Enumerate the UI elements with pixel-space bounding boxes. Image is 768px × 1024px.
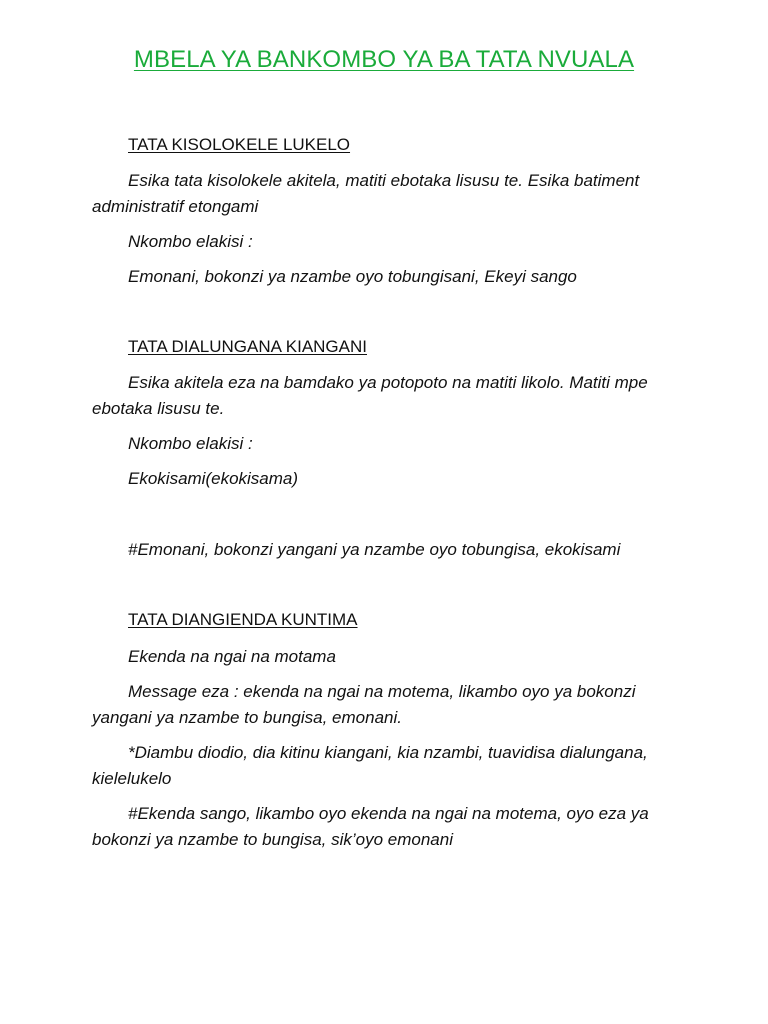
paragraph: #Emonani, bokonzi yangani ya nzambe oyo tobungisa, ekokisami — [128, 540, 621, 559]
section-heading-diangienda: TATA DIANGIENDA KUNTIMA — [128, 610, 358, 629]
paragraph: Nkombo elakisi : — [128, 232, 253, 251]
paragraph: *Diambu diodio, dia kitinu kiangani, kia nzambi, tuavidisa dialungana, kielelukelo — [92, 743, 648, 788]
paragraph: Nkombo elakisi : — [128, 434, 253, 453]
paragraph: Esika akitela eza na bamdako ya potopoto na matiti likolo. Matiti mpe ebotaka lisusu te. — [92, 373, 648, 418]
paragraph: #Ekenda sango, likambo oyo ekenda na ngai na motema, oyo eza ya bokonzi ya nzambe to bungisa, sik’oyo emonani — [92, 804, 649, 849]
document-title: MBELA YA BANKOMBO YA BA TATA NVUALA — [133, 46, 635, 73]
paragraph: Emonani, bokonzi ya nzambe oyo tobungisani, Ekeyi sango — [128, 267, 577, 286]
paragraph: Ekenda na ngai na motama — [128, 647, 336, 666]
section-heading-dialungana: TATA DIALUNGANA KIANGANI — [128, 337, 367, 356]
paragraph: Message eza : ekenda na ngai na motema, likambo oyo ya bokonzi yangani ya nzambe to bungisa, emonani. — [92, 682, 636, 727]
paragraph: Esika tata kisolokele akitela, matiti ebotaka lisusu te. Esika batiment administratif etongami — [92, 171, 640, 216]
section-heading-kisolokele: TATA KISOLOKELE LUKELO — [128, 135, 351, 154]
paragraph: Ekokisami(ekokisama) — [128, 469, 299, 488]
